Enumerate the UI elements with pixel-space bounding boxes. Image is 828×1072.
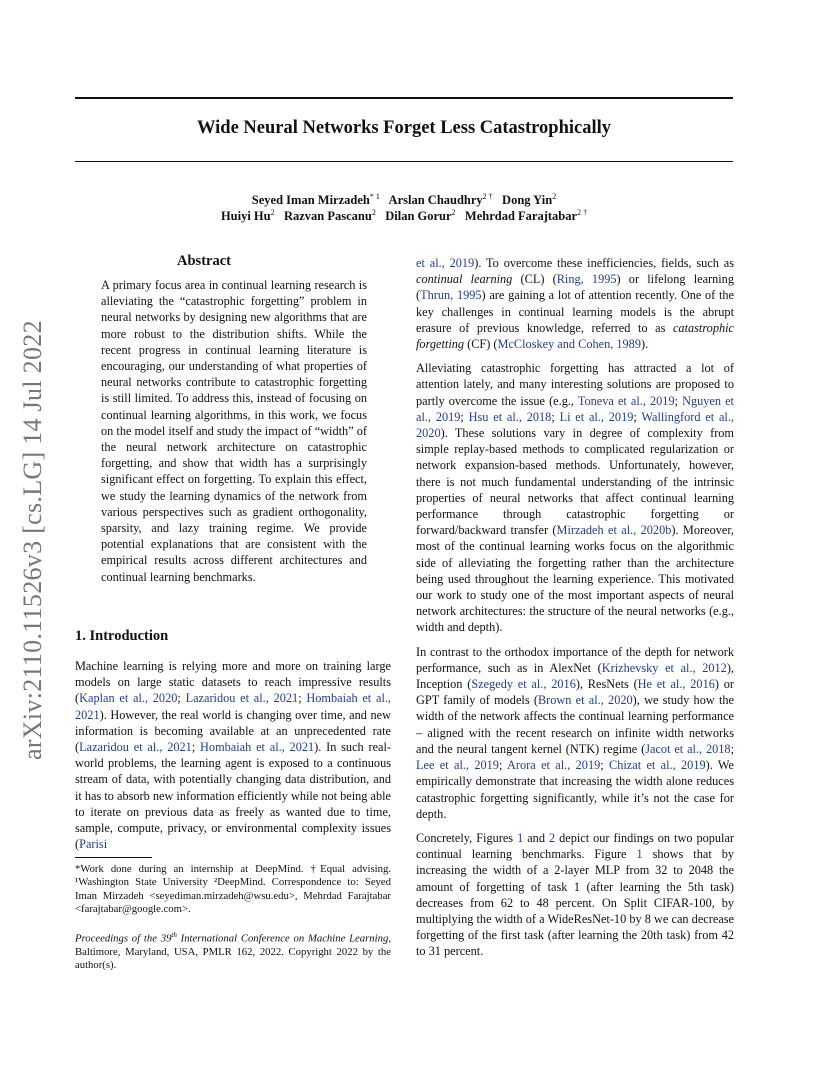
paragraph: In contrast to the orthodox importance of the depth for network performance, such as in AlexNet (Krizhevsky et al., 2012), Inception (Szegedy et al., 2016), ResNets (He et al., 2016) or GPT family of models (Brown et al., 2020), we study how the width of the network affects the continual learning performance – aligned with the recent research on infinite width networks and the neural tangent kernel (NTK) regime (Jacot et al., 2018; Lee et al., 2019; Arora et al., 2019; Chizat et al., 2019). We empirically demonstrate that increasing the width alone reduces catastrophic forgetting significantly, while it’s not the case for depth. bbox=[416, 644, 735, 821]
author-affiliation-mark: 2 bbox=[451, 208, 456, 217]
citation-link[interactable]: Lee et al., 2019 bbox=[416, 758, 499, 773]
authors-line-2 bbox=[75, 208, 733, 224]
citation-link[interactable]: Brown et al., 2020 bbox=[537, 693, 633, 708]
figure-reference-link[interactable]: 1 bbox=[636, 847, 643, 862]
abstract-body bbox=[101, 277, 367, 585]
title-top-rule bbox=[75, 97, 733, 99]
author-affiliation-mark: 2 bbox=[270, 208, 275, 217]
citation-link[interactable]: McCloskey and Cohen, 1989 bbox=[497, 337, 641, 352]
section-heading: 1. Introduction bbox=[75, 628, 169, 644]
author-name: Arslan Chaudhry bbox=[388, 193, 483, 208]
intro-left-column bbox=[75, 658, 391, 852]
author-name: Huiyi Hu bbox=[220, 209, 271, 224]
author-affiliation-mark: 2 † bbox=[482, 192, 493, 201]
citation-link[interactable]: Krizhevsky et al., 2012 bbox=[601, 660, 727, 675]
author-name: Razvan Pascanu bbox=[283, 209, 372, 224]
title-bottom-rule bbox=[75, 161, 733, 162]
paper-title: Wide Neural Networks Forget Less Catastrophically bbox=[197, 118, 611, 138]
citation-link[interactable]: Thrun, 1995 bbox=[420, 288, 482, 303]
figure-reference-link[interactable]: 2 bbox=[548, 830, 556, 845]
citation-link[interactable]: Lazaridou et al., 2021 bbox=[79, 740, 192, 755]
citation-link[interactable]: Chizat et al., 2019 bbox=[609, 758, 706, 773]
footnote-text: *Work done during an internship at DeepMind. †Equal advising. ¹Washington State University ²DeepMind. Correspondence to: Seyed Iman Mirzadeh <seyediman.mirzadeh@wsu.edu>, Mehrdad Farajtabar <farajtabar@google.com>. bbox=[75, 863, 391, 916]
citation-link[interactable]: et al., 2019 bbox=[416, 256, 475, 270]
author-name: Mehrdad Farajtabar bbox=[464, 209, 578, 224]
abstract-text: A primary focus area in continual learning research is alleviating the “catastrophic forgetting” problem in neural networks by designing new algorithms that are more robust to the distribution shifts. While the recent progress in continual learning literature is encouraging, our understanding of what properties of neural networks contribute to catastrophic forgetting is still limited. To address this, instead of focusing on continual learning algorithms, in this work, we focus on the model itself and study the impact of “width” of the neural network architecture on catastrophic forgetting, and show that width has a surprisingly significant effect on forgetting. To explain this effect, we study the learning dynamics of the network from various perspectives such as gradient orthogonality, sparsity, and lazy training regime. We provide potential explanations that are consistent with the empirical results across different architectures and continual learning benchmarks. bbox=[101, 278, 367, 584]
author-name: Dong Yin bbox=[502, 193, 553, 208]
arxiv-identifier[interactable]: arXiv:2110.11526v3 [cs.LG] 14 Jul 2022 bbox=[18, 320, 47, 760]
paragraph: Concretely, Figures 1 and 2 depict our findings on two popular continual learning benchmarks. Figure 1 shows that by increasing the width of a 2-layer MLP from 32 to 2048 the amount of forgetting of task 1 (after learning the 5th task) decreases from 62 to 48 percent. On Split CIFAR-100, by multiplying the width of a WideResNet-10 by 8 we can decrease forgetting of the first task (after learning the 20th task) from 42 to 31 percent. bbox=[416, 830, 735, 959]
author-affiliation-mark: 2 bbox=[552, 192, 557, 201]
figure-reference-link[interactable]: 1 bbox=[517, 830, 524, 845]
author-affiliation-mark: 2 † bbox=[577, 208, 588, 217]
author-name: Seyed Iman Mirzadeh bbox=[251, 193, 370, 208]
citation-link[interactable]: Li et al., 2019 bbox=[559, 409, 634, 424]
citation-link[interactable]: Hombaiah et al., 2021 bbox=[200, 740, 315, 755]
paragraph: Alleviating catastrophic forgetting has attracted a lot of attention lately, and many interesting solutions are proposed to partly overcome the issue (e.g., Toneva et al., 2019; Nguyen et al., 2019; Hsu et al., 2018; Li et al., 2019; Wallingford et al., 2020). These solutions vary in degree of complexity from simple replay-based methods to complicated regularization or network expansion-based methods. Unfortunately, however, there is not much fundamental understanding of the intrinsic properties of neural networks that affect continual learning performance through catastrophic forgetting or forward/backward transfer (Mirzadeh et al., 2020b). Moreover, most of the continual learning works focus on the algorithmic side of alleviating the forgetting rather than the architecture being used throughout the learning experience. This motivated our work to study one of the most important aspects of neural network architectures: the structure of the neural networks (e.g., width and depth). bbox=[416, 361, 734, 635]
citation-link[interactable]: Parisi bbox=[79, 837, 108, 852]
citation-link[interactable]: Wallingford et al., 2020 bbox=[416, 409, 734, 441]
paragraph: et al., 2019). To overcome these inefficiencies, fields, such as continual learning (CL) (Ring, 1995) or lifelong learning (Thrun, 1995) are gaining a lot of attention recently. One of the key challenges in continual learning models is the abrupt erasure of previous knowledge, referred to as catastrophic forgetting (CF) (McCloskey and Cohen, 1989). bbox=[416, 256, 734, 352]
citation-link[interactable]: Hsu et al., 2018 bbox=[468, 409, 552, 424]
citation-link[interactable]: Arora et al., 2019 bbox=[507, 758, 601, 773]
proceedings-note: Proceedings of the 39th International Conference on Machine Learning, Baltimore, Maryland, USA, PMLR 162, 2022. Copyright 2022 by the author(s). bbox=[75, 931, 391, 972]
citation-link[interactable]: Mirzadeh et al., 2020b bbox=[556, 523, 672, 538]
citation-link[interactable]: Kaplan et al., 2020 bbox=[79, 691, 178, 706]
footnote bbox=[75, 863, 391, 917]
citation-link[interactable]: Hombaiah et al., 2021 bbox=[75, 691, 392, 722]
author-affiliation-mark: 2 bbox=[371, 208, 376, 217]
citation-link[interactable]: Nguyen et al., 2019 bbox=[416, 393, 734, 424]
citation-link[interactable]: Ring, 1995 bbox=[556, 272, 617, 287]
citation-link[interactable]: Lazaridou et al., 2021 bbox=[185, 691, 299, 706]
author-name: Dilan Gorur bbox=[385, 209, 452, 224]
abstract-heading: Abstract bbox=[177, 253, 231, 269]
citation-link[interactable]: Jacot et al., 2018 bbox=[645, 741, 731, 756]
footnote-rule bbox=[75, 857, 152, 858]
citation-link[interactable]: Szegedy et al., 2016 bbox=[471, 677, 576, 692]
citation-link[interactable]: Toneva et al., 2019 bbox=[577, 393, 675, 408]
authors-line-1 bbox=[75, 192, 733, 208]
right-column bbox=[416, 255, 734, 960]
intro-paragraph: Machine learning is relying more and more on training large models on large static datasets to reach impressive results (Kaplan et al., 2020; Lazaridou et al., 2021; Hombaiah et al., 2021). However, the real world is changing over time, and new information is becoming available at an unprecedented rate (Lazaridou et al., 2021; Hombaiah et al., 2021). In such real-world problems, the learning agent is exposed to a continuous stream of data, with potentially changing data distribution, and it has to absorb new information efficiently while not being able to iterate on previous data as freely as wanted due to time, sample, compute, privacy, or environmental complexity issues (Parisi bbox=[75, 659, 392, 852]
author-affiliation-mark: * 1 bbox=[369, 192, 380, 201]
citation-link[interactable]: He et al., 2016 bbox=[637, 677, 715, 692]
